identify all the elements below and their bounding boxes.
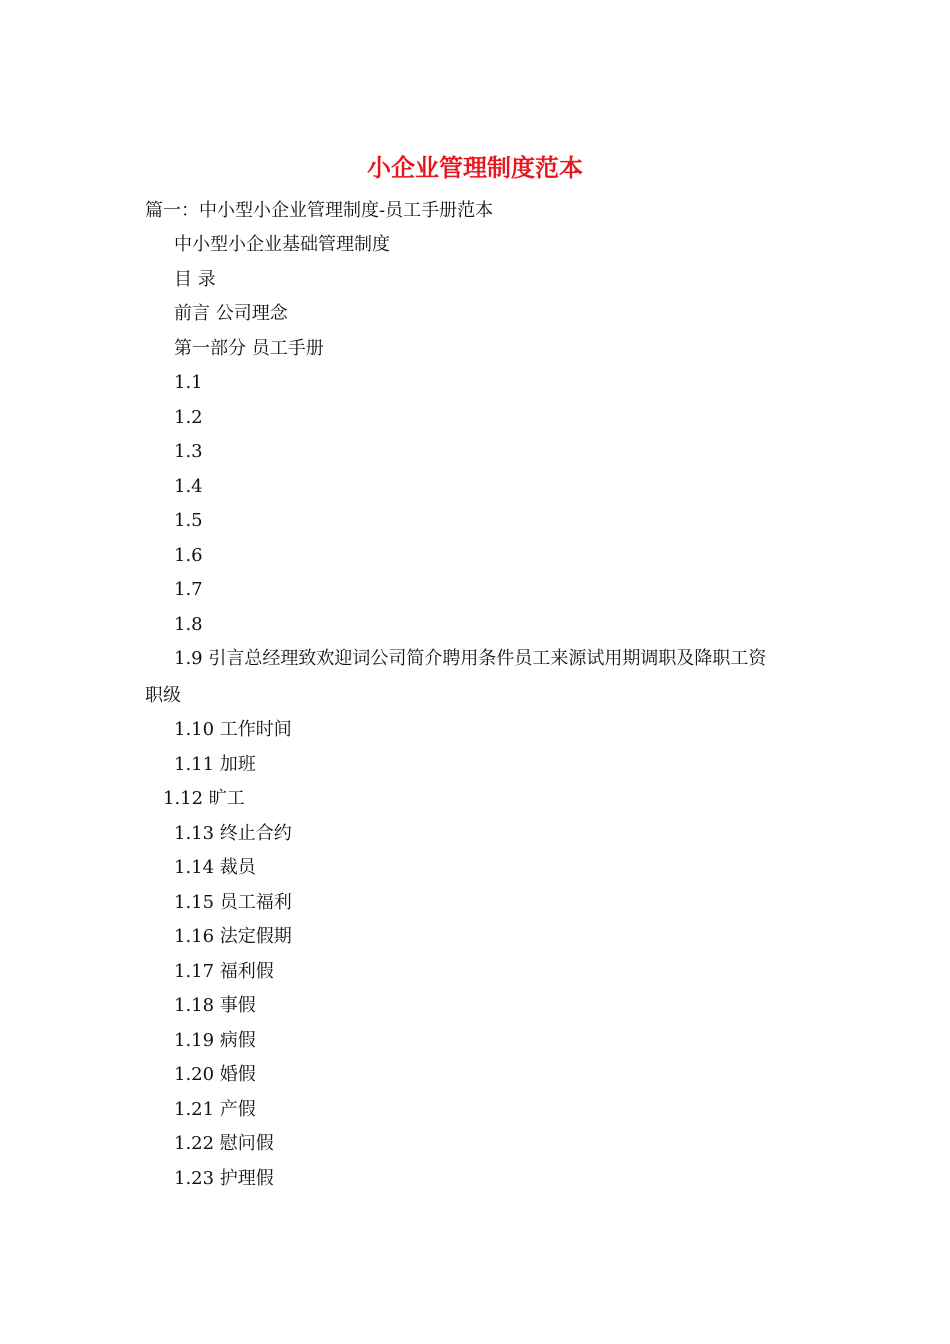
section-heading: 篇一：中小型小企业管理制度-员工手册范本 (145, 200, 494, 221)
toc-item: 1.3 (174, 441, 203, 462)
toc-item: 1.8 (174, 614, 203, 635)
toc-item: 1.11 加班 (174, 754, 256, 775)
toc-item: 1.17 福利假 (174, 961, 274, 982)
toc-item: 1.22 慰问假 (174, 1133, 274, 1154)
toc-item: 1.19 病假 (174, 1030, 256, 1051)
toc-item: 1.21 产假 (174, 1099, 256, 1120)
toc-item: 1.14 裁员 (174, 857, 256, 878)
toc-item: 1.1 (174, 372, 203, 393)
toc-item: 1.23 护理假 (174, 1168, 274, 1189)
toc-item: 1.10 工作时间 (174, 719, 292, 740)
toc-item: 1.16 法定假期 (174, 926, 292, 947)
toc-item: 1.6 (174, 545, 203, 566)
toc-heading: 目 录 (174, 269, 216, 290)
toc-item: 1.12 旷工 (163, 788, 245, 809)
toc-item: 1.5 (174, 510, 203, 531)
toc-part-one: 第一部分 员工手册 (174, 338, 324, 359)
toc-item: 1.9 引言总经理致欢迎词公司简介聘用条件员工来源试用期调职及降职工资 (174, 648, 767, 669)
document-title: 小企业管理制度范本 (367, 153, 583, 182)
toc-preface: 前言 公司理念 (174, 303, 288, 324)
toc-item: 1.18 事假 (174, 995, 256, 1016)
toc-item: 1.4 (174, 476, 203, 497)
toc-item: 1.13 终止合约 (174, 823, 292, 844)
toc-item: 1.2 (174, 407, 203, 428)
toc-item-continuation: 职级 (145, 685, 181, 706)
toc-item: 1.7 (174, 579, 203, 600)
toc-item: 1.20 婚假 (174, 1064, 256, 1085)
toc-item: 1.15 员工福利 (174, 892, 292, 913)
subtitle: 中小型小企业基础管理制度 (174, 234, 390, 255)
